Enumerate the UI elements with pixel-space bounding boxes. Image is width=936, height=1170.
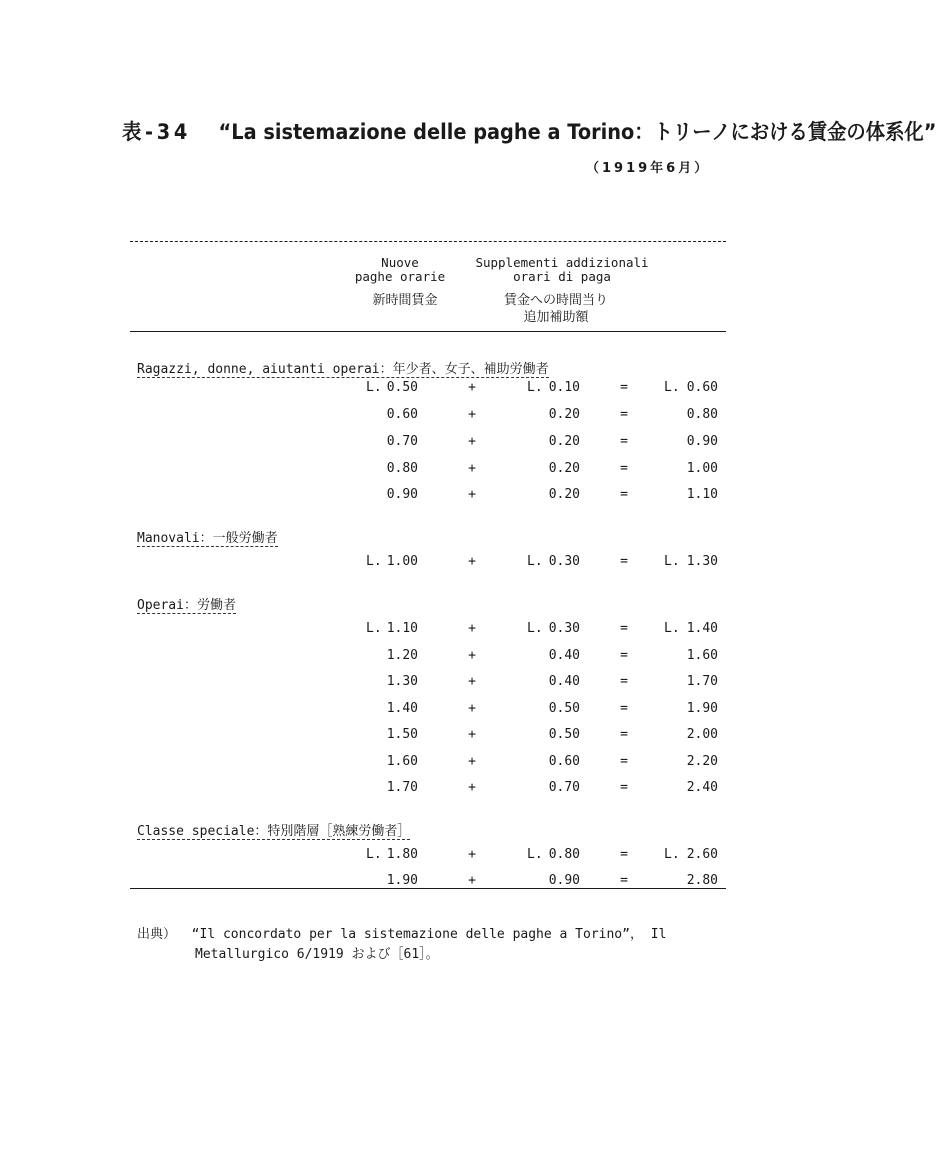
equals-sign: = [620, 701, 628, 716]
total-wage: 2.80 [686, 873, 718, 888]
supplement: 0.90 [548, 873, 580, 888]
currency-label: L. [527, 380, 543, 395]
supplement: 0.80 [548, 847, 580, 862]
equals-sign: = [620, 461, 628, 476]
plus-sign: + [468, 780, 476, 795]
plus-sign: + [468, 754, 476, 769]
plus-sign: + [468, 701, 476, 716]
supplement: 0.30 [548, 554, 580, 569]
supplement: 0.70 [548, 780, 580, 795]
total-wage: 2.40 [686, 780, 718, 795]
base-wage: 0.50 [386, 380, 418, 395]
page-title [122, 116, 936, 146]
col2-header-jp [476, 292, 636, 326]
section-label: Manovali：一般労働者 [137, 527, 278, 547]
total-wage: 2.00 [686, 727, 718, 742]
equals-sign: = [620, 873, 628, 888]
section-label: Operai：労働者 [137, 594, 236, 614]
plus-sign: + [468, 380, 476, 395]
base-wage: 0.70 [386, 434, 418, 449]
table-number: 表-34 [122, 120, 191, 144]
base-wage: 1.30 [386, 674, 418, 689]
equals-sign: = [620, 727, 628, 742]
supplement: 0.50 [548, 727, 580, 742]
total-wage: 1.70 [686, 674, 718, 689]
currency-label: L. [366, 554, 382, 569]
source-label: 出典） [137, 927, 177, 942]
col1-header-jp: 新時間賃金 [372, 293, 438, 308]
total-wage: 0.60 [686, 380, 718, 395]
base-wage: 1.20 [386, 648, 418, 663]
base-wage: 1.50 [386, 727, 418, 742]
supplement: 0.10 [548, 380, 580, 395]
source-note [137, 925, 666, 965]
plus-sign: + [468, 727, 476, 742]
col1-header-line1: Nuove [381, 255, 419, 270]
total-wage: 1.40 [686, 621, 718, 636]
total-wage: 2.20 [686, 754, 718, 769]
currency-label: L. [664, 554, 680, 569]
currency-label: L. [366, 380, 382, 395]
supplement: 0.40 [548, 674, 580, 689]
base-wage: 0.80 [386, 461, 418, 476]
total-wage: 1.00 [686, 461, 718, 476]
equals-sign: = [620, 434, 628, 449]
total-wage: 1.10 [686, 487, 718, 502]
currency-label: L. [527, 554, 543, 569]
equals-sign: = [620, 407, 628, 422]
currency-label: L. [664, 380, 680, 395]
equals-sign: = [620, 487, 628, 502]
supplement: 0.40 [548, 648, 580, 663]
supplement: 0.60 [548, 754, 580, 769]
currency-label: L. [664, 847, 680, 862]
base-wage: 0.90 [386, 487, 418, 502]
total-wage: 0.90 [686, 434, 718, 449]
currency-label: L. [527, 847, 543, 862]
plus-sign: + [468, 674, 476, 689]
col1-header-line2: paghe orarie [354, 269, 446, 284]
source-line1: “Il concordato per la sistemazione delle paghe a Torino”， Il [191, 927, 667, 942]
plus-sign: + [468, 407, 476, 422]
bottom-rule [130, 888, 726, 889]
currency-label: L. [527, 621, 543, 636]
plus-sign: + [468, 847, 476, 862]
table-title: “La sistemazione delle paghe a Torino：トリーノにおける賃金の体系化” [218, 120, 936, 144]
equals-sign: = [620, 754, 628, 769]
currency-label: L. [664, 621, 680, 636]
total-wage: 1.60 [686, 648, 718, 663]
base-wage: 1.60 [386, 754, 418, 769]
section-label: Classe speciale：特別階層［熟練労働者］ [137, 820, 410, 840]
equals-sign: = [620, 674, 628, 689]
col1-header-it [340, 256, 460, 284]
base-wage: 0.60 [386, 407, 418, 422]
total-wage: 0.80 [686, 407, 718, 422]
base-wage: 1.90 [386, 873, 418, 888]
plus-sign: + [468, 434, 476, 449]
equals-sign: = [620, 648, 628, 663]
base-wage: 1.00 [386, 554, 418, 569]
supplement: 0.20 [548, 434, 580, 449]
supplement: 0.20 [548, 407, 580, 422]
supplement: 0.20 [548, 461, 580, 476]
supplement: 0.20 [548, 487, 580, 502]
equals-sign: = [620, 621, 628, 636]
col2-header-line1: Supplementi addizionali [475, 255, 649, 270]
total-wage: 2.60 [686, 847, 718, 862]
currency-label: L. [366, 621, 382, 636]
total-wage: 1.30 [686, 554, 718, 569]
base-wage: 1.80 [386, 847, 418, 862]
col2-header-line2: orari di paga [513, 269, 611, 284]
supplement: 0.30 [548, 621, 580, 636]
plus-sign: + [468, 554, 476, 569]
supplement: 0.50 [548, 701, 580, 716]
equals-sign: = [620, 780, 628, 795]
base-wage: 1.10 [386, 621, 418, 636]
base-wage: 1.40 [386, 701, 418, 716]
equals-sign: = [620, 847, 628, 862]
col2-header-jp-line1: 賃金への時間当り [503, 293, 608, 308]
col2-header-jp-line2: 追加補助額 [523, 310, 589, 325]
section-label: Ragazzi, donne, aiutanti operai：年少者、女子、補助労働者 [137, 358, 549, 378]
base-wage: 1.70 [386, 780, 418, 795]
header-rule [130, 331, 726, 332]
currency-label: L. [366, 847, 382, 862]
col2-header-it [462, 256, 662, 284]
plus-sign: + [468, 873, 476, 888]
table-date: （1919年6月） [586, 161, 711, 176]
source-line2: Metallurgico 6/1919 および［61］。 [195, 947, 439, 962]
total-wage: 1.90 [686, 701, 718, 716]
top-rule [130, 241, 726, 242]
plus-sign: + [468, 648, 476, 663]
plus-sign: + [468, 461, 476, 476]
plus-sign: + [468, 621, 476, 636]
equals-sign: = [620, 380, 628, 395]
plus-sign: + [468, 487, 476, 502]
equals-sign: = [620, 554, 628, 569]
